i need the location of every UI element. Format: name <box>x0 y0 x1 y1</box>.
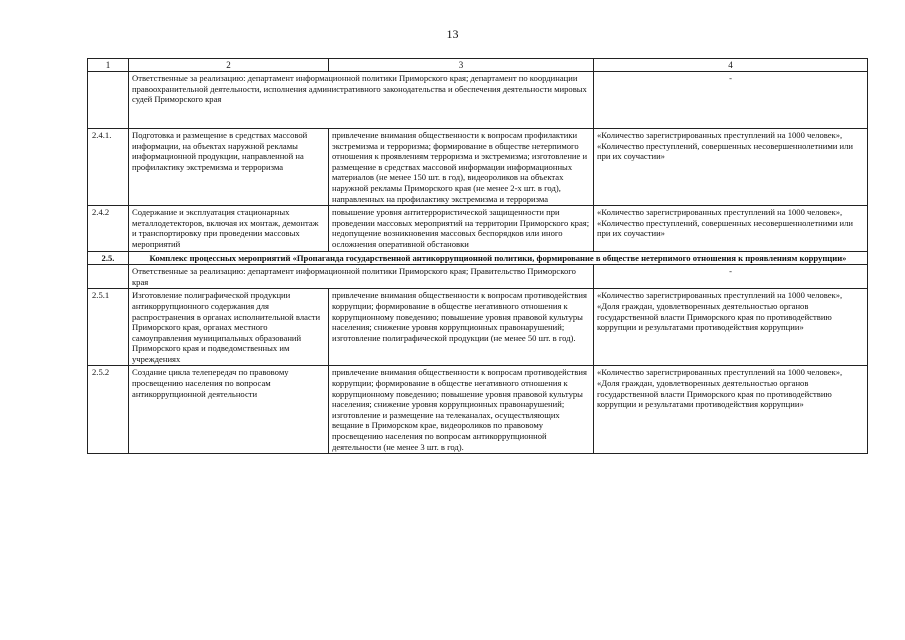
expected-result: привлечение внимания общественности к вопросам профилактики экстремизма и терроризма; формирование в обществе нетерпимого отношения к проявлениям терроризма и экстремизма; изготовление и размещение в средствах массовой информации информационных материалов (не менее 150 шт. в год), видеороликов на объектах наружной рекламы Приморского края (не менее 2-х шт. в год), направленных на профилактику экстремизма и терроризма <box>329 129 594 206</box>
table-row <box>88 289 868 366</box>
section-header-row <box>88 251 868 265</box>
table-row <box>88 206 868 251</box>
row-number: 2.4.1. <box>88 129 129 206</box>
row-number: 2.5.1 <box>88 289 129 366</box>
column-header: 2 <box>129 59 329 72</box>
indicator-dash: - <box>594 265 868 289</box>
indicator-link: «Количество зарегистрированных преступлений на 1000 человек», «Количество преступлений, совершенных несовершеннолетними или при их соучастии» <box>594 129 868 206</box>
column-header: 4 <box>594 59 868 72</box>
measure-name: Создание цикла телепередач по правовому просвещению населения по вопросам антикоррупционной деятельности <box>129 366 329 454</box>
column-header-row <box>88 59 868 72</box>
expected-result: привлечение внимания общественности к вопросам противодействия коррупции; формирование в обществе негативного отношения к коррупционному поведению; повышение уровня правовой культуры населения; снижение уровня коррупционных правонарушений; изготовление и размещение на телеканалах, осуществляющих вещание в Приморском крае, видеороликов по правовому просвещению населения по вопросам антикоррупционной деятельности (не менее 3 шт. в год). <box>329 366 594 454</box>
section-title: Комплекс процессных мероприятий «Пропаганда государственной антикоррупционной политики, формирование в обществе нетерпимого отношения к проявлениям коррупции» <box>129 251 868 265</box>
measure-name: Изготовление полиграфической продукции антикоррупционного содержания для распространения в органах исполнительной власти Приморского края, органах местного самоуправления муниципальных образований Приморского края и подведомственных им учреждениях <box>129 289 329 366</box>
responsible-row <box>88 72 868 129</box>
indicator-link: «Количество зарегистрированных преступлений на 1000 человек», «Количество преступлений, совершенных несовершеннолетними или при их соучастии» <box>594 206 868 251</box>
indicator-link: «Количество зарегистрированных преступлений на 1000 человек», «Доля граждан, удовлетворенных деятельностью органов государственной власти Приморского края по противодействию коррупции и результатами противодействия коррупции» <box>594 289 868 366</box>
expected-result: привлечение внимания общественности к вопросам противодействия коррупции; формирование в обществе негативного отношения к коррупционному поведению; повышение уровня правовой культуры населения; снижение уровня коррупционных правонарушений; изготовление полиграфической продукции (не менее 50 шт. в год). <box>329 289 594 366</box>
expected-result: повышение уровня антитеррористической защищенности при проведении массовых мероприятий на территории Приморского края; недопущение возникновения массовых беспорядков или иного осложнения оперативной обстановки <box>329 206 594 251</box>
column-header: 3 <box>329 59 594 72</box>
indicator-link: «Количество зарегистрированных преступлений на 1000 человек», «Доля граждан, удовлетворенных деятельностью органов государственной власти Приморского края по противодействию коррупции и результатами противодействия коррупции» <box>594 366 868 454</box>
measure-name: Подготовка и размещение в средствах массовой информации, на объектах наружной рекламы информационной продукции, направленной на профилактику экстремизма и терроризма <box>129 129 329 206</box>
measure-name: Содержание и эксплуатация стационарных металлодетекторов, включая их монтаж, демонтаж и транспортировку при проведении массовых мероприятий <box>129 206 329 251</box>
row-number: 2.4.2 <box>88 206 129 251</box>
page-number: 13 <box>446 27 459 41</box>
table-row <box>88 366 868 454</box>
measures-table <box>87 58 868 454</box>
column-header: 1 <box>88 59 129 72</box>
section-number: 2.5. <box>88 251 129 265</box>
indicator-dash: - <box>594 72 868 129</box>
responsible-row <box>88 265 868 289</box>
responsible-text: Ответственные за реализацию: департамент информационной политики Приморского края; Правительство Приморского края <box>129 265 594 289</box>
row-number: 2.5.2 <box>88 366 129 454</box>
table-row <box>88 129 868 206</box>
responsible-text: Ответственные за реализацию: департамент информационной политики Приморского края; департамент по координации правоохранительной деятельности, исполнения административного законодательства и обеспечения деятельности мировых судей Приморского края <box>129 72 594 129</box>
